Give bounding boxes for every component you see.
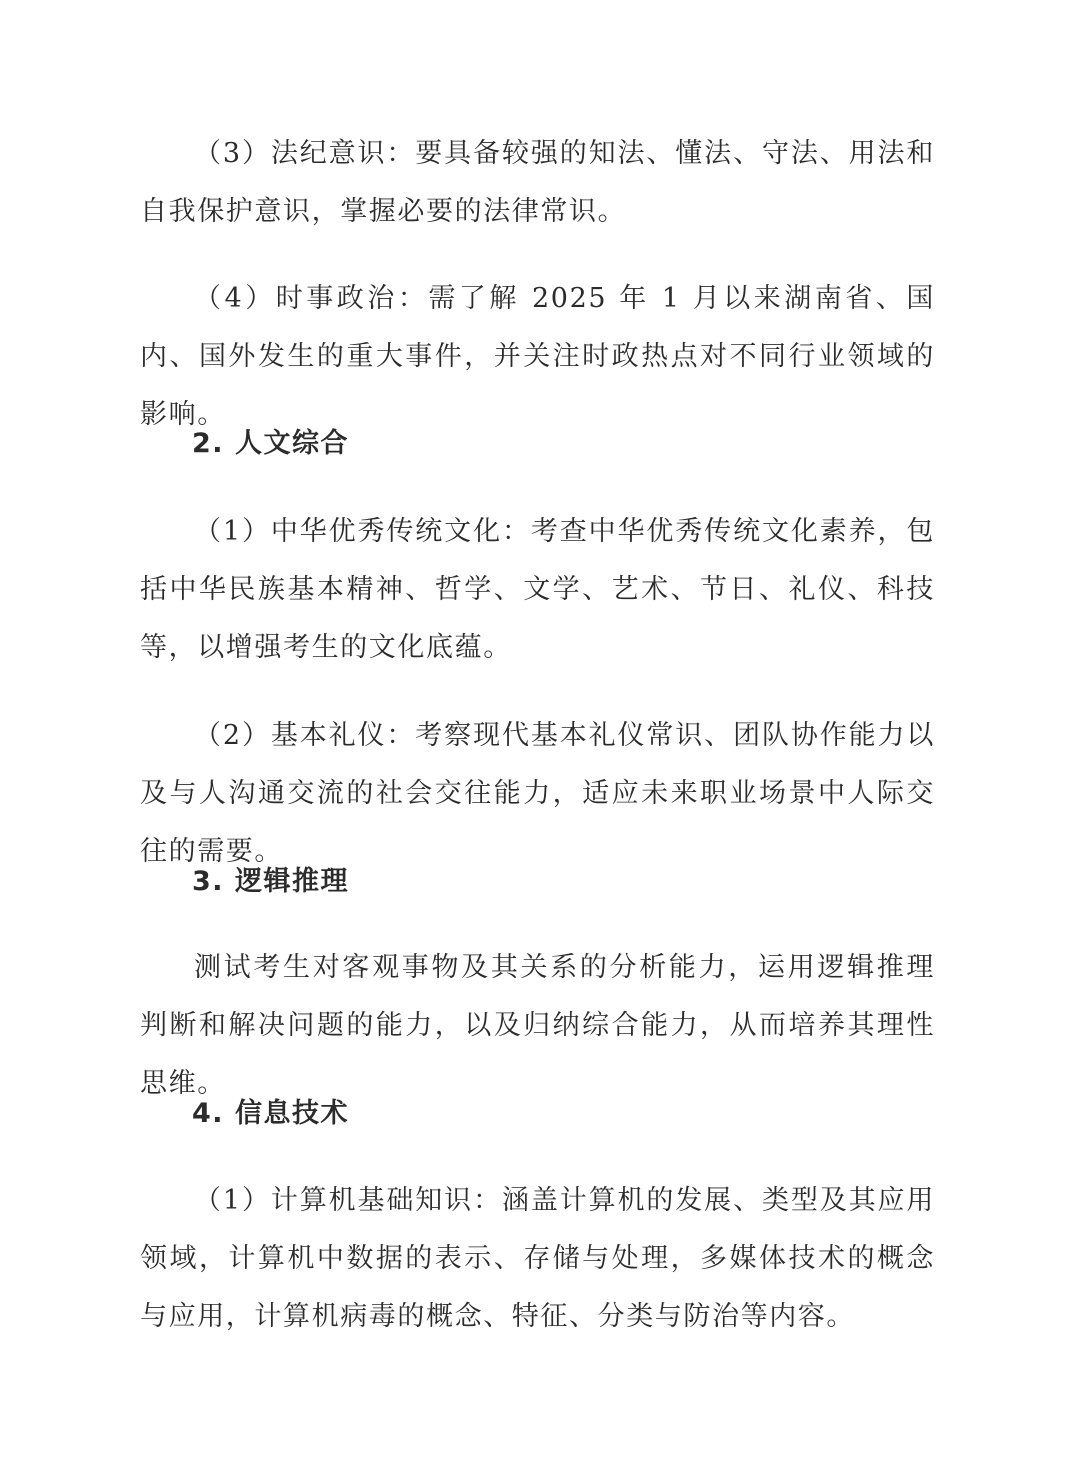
paragraph-basic-etiquette: （2）基本礼仪：考察现代基本礼仪常识、团队协作能力以及与人沟通交流的社会交往能力，适应未来职业场景中人际交往的需要。 [140,720,935,867]
paragraph-computer-basics: （1）计算机基础知识：涵盖计算机的发展、类型及其应用领域，计算机中数据的表示、存储与处理，多媒体技术的概念与应用，计算机病毒的概念、特征、分类与防治等内容。 [140,1185,935,1332]
paragraph-current-politics: （4）时事政治：需了解 2025 年 1 月以来湖南省、国内、国外发生的重大事件，并关注时政热点对不同行业领域的影响。 [140,283,935,430]
paragraph-legal-awareness: （3）法纪意识：要具备较强的知法、懂法、守法、用法和自我保护意识，掌握必要的法律常识。 [140,138,935,227]
section-heading-logic: 3. 逻辑推理 [192,866,349,897]
paragraph-traditional-culture: （1）中华优秀传统文化：考查中华优秀传统文化素养，包括中华民族基本精神、哲学、文学、艺术、节日、礼仪、科技等，以增强考生的文化底蕴。 [140,516,935,663]
section-heading-information-technology: 4. 信息技术 [192,1098,349,1129]
paragraph-logic-reasoning: 测试考生对客观事物及其关系的分析能力，运用逻辑推理判断和解决问题的能力，以及归纳综合能力，从而培养其理性思维。 [140,952,935,1099]
section-heading-humanities: 2. 人文综合 [192,428,349,459]
